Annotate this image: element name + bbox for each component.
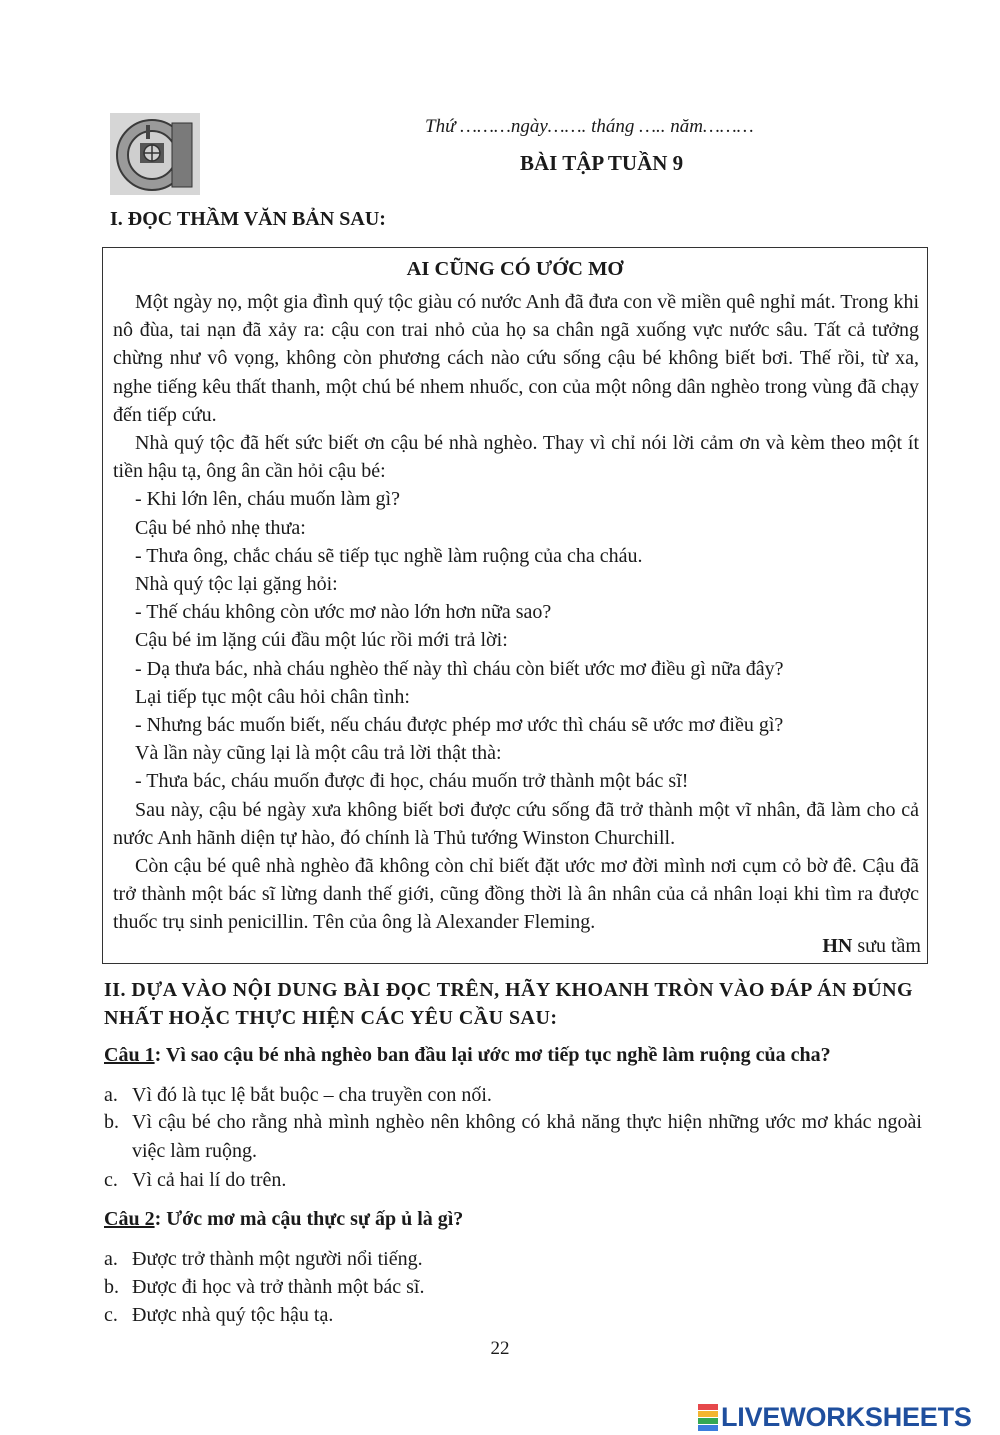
option-letter: b. (104, 1276, 119, 1298)
brand-mark-stripe (698, 1425, 718, 1431)
credit-text: sưu tầm (852, 935, 921, 957)
option-text: Vì cả hai lí do trên. (132, 1169, 287, 1191)
section-2-heading: II. DỰA VÀO NỘI DUNG BÀI ĐỌC TRÊN, HÃY KHOANH TRÒN VÀO ĐÁP ÁN ĐÚNG NHẤT HOẶC THỰC HIỆN CÁC YÊU CẦU SAU: (104, 979, 914, 1029)
answer-option[interactable] (104, 1301, 922, 1330)
brand-mark-stripe (698, 1411, 718, 1417)
story-paragraph: - Thế cháu không còn ước mơ nào lớn hơn nữa sao? (135, 601, 552, 624)
story-body (113, 288, 919, 937)
story-paragraph: Lại tiếp tục một câu hỏi chân tình: (135, 685, 410, 708)
option-letter: c. (104, 1304, 118, 1326)
story-title: AI CŨNG CÓ ƯỚC MƠ (406, 258, 624, 280)
option-text: Được nhà quý tộc hậu tạ. (132, 1304, 334, 1326)
week-title: BÀI TẬP TUẦN 9 (520, 151, 684, 175)
story-box (102, 247, 928, 964)
answer-option[interactable] (104, 1166, 922, 1195)
brand-name: LIVEWORKSHEETS (721, 1402, 972, 1432)
story-paragraph: Một ngày nọ, một gia đình quý tộc giàu có nước Anh đã đưa con về miền quê nghỉ mát. Trong khi nô đùa, tai nạn đã xảy ra: cậu con trai nhỏ của họ sa chân ngã xuống vực nước sâu. Tất cả tưởng chừng như vô vọng, không còn phương cách nào cứu sống cậu bé không biết bơi. Thế rồi, từ xa, nghe tiếng kêu thất thanh, một chú bé nhem nhuốc, con của một nông dân nghèo trong vùng đã chạy đến tiếp cứu. (113, 291, 919, 426)
option-letter: a. (104, 1084, 118, 1106)
story-paragraph: - Thưa ông, chắc cháu sẽ tiếp tục nghề làm ruộng của cha cháu. (135, 544, 643, 567)
option-text: Được trở thành một người nổi tiếng. (132, 1248, 423, 1270)
option-letter: b. (104, 1111, 119, 1133)
option-text: Vì đó là tục lệ bắt buộc – cha truyền con nối. (132, 1084, 492, 1106)
story-paragraph: - Thưa bác, cháu muốn được đi học, cháu muốn trở thành một bác sĩ! (135, 770, 689, 793)
story-paragraph: Còn cậu bé quê nhà nghèo đã không còn chỉ biết đặt ước mơ đời mình nơi cụm cỏ bờ đê. Cậu đã trở thành một bác sĩ lừng danh thế giới, cũng đồng thời là ân nhân của cả nhân loại khi tìm ra được thuốc trụ sinh penicillin. Tên của ông là Alexander Fleming. (113, 855, 919, 934)
liveworksheets-brand[interactable] (698, 1402, 972, 1433)
brand-mark-icon (698, 1404, 718, 1431)
school-logo (110, 113, 200, 195)
question-label: Câu 2 (104, 1208, 155, 1230)
question-2 (104, 1208, 463, 1231)
page-number: 22 (490, 1338, 510, 1359)
story-paragraph: - Nhưng bác muốn biết, nếu cháu được phép mơ ước thì cháu sẽ ước mơ điều gì? (135, 714, 784, 737)
answer-option[interactable] (104, 1081, 922, 1110)
question-text: : Vì sao cậu bé nhà nghèo ban đầu lại ước mơ tiếp tục nghề làm ruộng của cha? (154, 1044, 831, 1066)
story-paragraph: - Dạ thưa bác, nhà cháu nghèo thế này thì cháu còn biết ước mơ điều gì nữa đây? (135, 657, 784, 680)
question-1 (104, 1044, 831, 1067)
answer-option[interactable] (104, 1273, 922, 1302)
answer-option[interactable] (104, 1245, 922, 1274)
story-paragraph: Cậu bé nhỏ nhẹ thưa: (135, 516, 306, 539)
question-text: : Ước mơ mà cậu thực sự ấp ủ là gì? (154, 1208, 464, 1230)
story-paragraph: Nhà quý tộc đã hết sức biết ơn cậu bé nhà nghèo. Thay vì chỉ nói lời cảm ơn và kèm theo một ít tiền hậu tạ, ông ân cần hỏi cậu bé: (113, 432, 919, 483)
date-line: Thứ ………ngày……. tháng ….. năm……… (425, 116, 754, 137)
story-paragraph: Nhà quý tộc lại gặng hỏi: (135, 573, 338, 596)
brand-mark-stripe (698, 1404, 718, 1410)
option-letter: a. (104, 1248, 118, 1270)
option-letter: c. (104, 1169, 118, 1191)
story-paragraph: Sau này, cậu bé ngày xưa không biết bơi được cứu sống đã trở thành một vĩ nhân, đã làm cho cả nước Anh hãnh diện tự hào, đó chính là Thủ tướng Winston Churchill. (113, 798, 919, 849)
brand-mark-stripe (698, 1418, 718, 1424)
option-text: Được đi học và trở thành một bác sĩ. (132, 1276, 425, 1298)
credit-initials: HN (822, 935, 853, 957)
question-label: Câu 1 (104, 1044, 155, 1066)
story-paragraph: - Khi lớn lên, cháu muốn làm gì? (135, 488, 400, 511)
story-credit (822, 935, 921, 958)
option-text: Vì cậu bé cho rằng nhà mình nghèo nên không có khả năng thực hiện những ước mơ khác ngoài việc làm ruộng. (132, 1111, 922, 1162)
story-paragraph: Và lần này cũng lại là một câu trả lời thật thà: (135, 742, 502, 765)
answer-option[interactable] (104, 1108, 922, 1166)
section-1-heading: I. ĐỌC THẦM VĂN BẢN SAU: (110, 208, 386, 230)
story-paragraph: Cậu bé im lặng cúi đầu một lúc rồi mới trả lời: (135, 629, 508, 652)
